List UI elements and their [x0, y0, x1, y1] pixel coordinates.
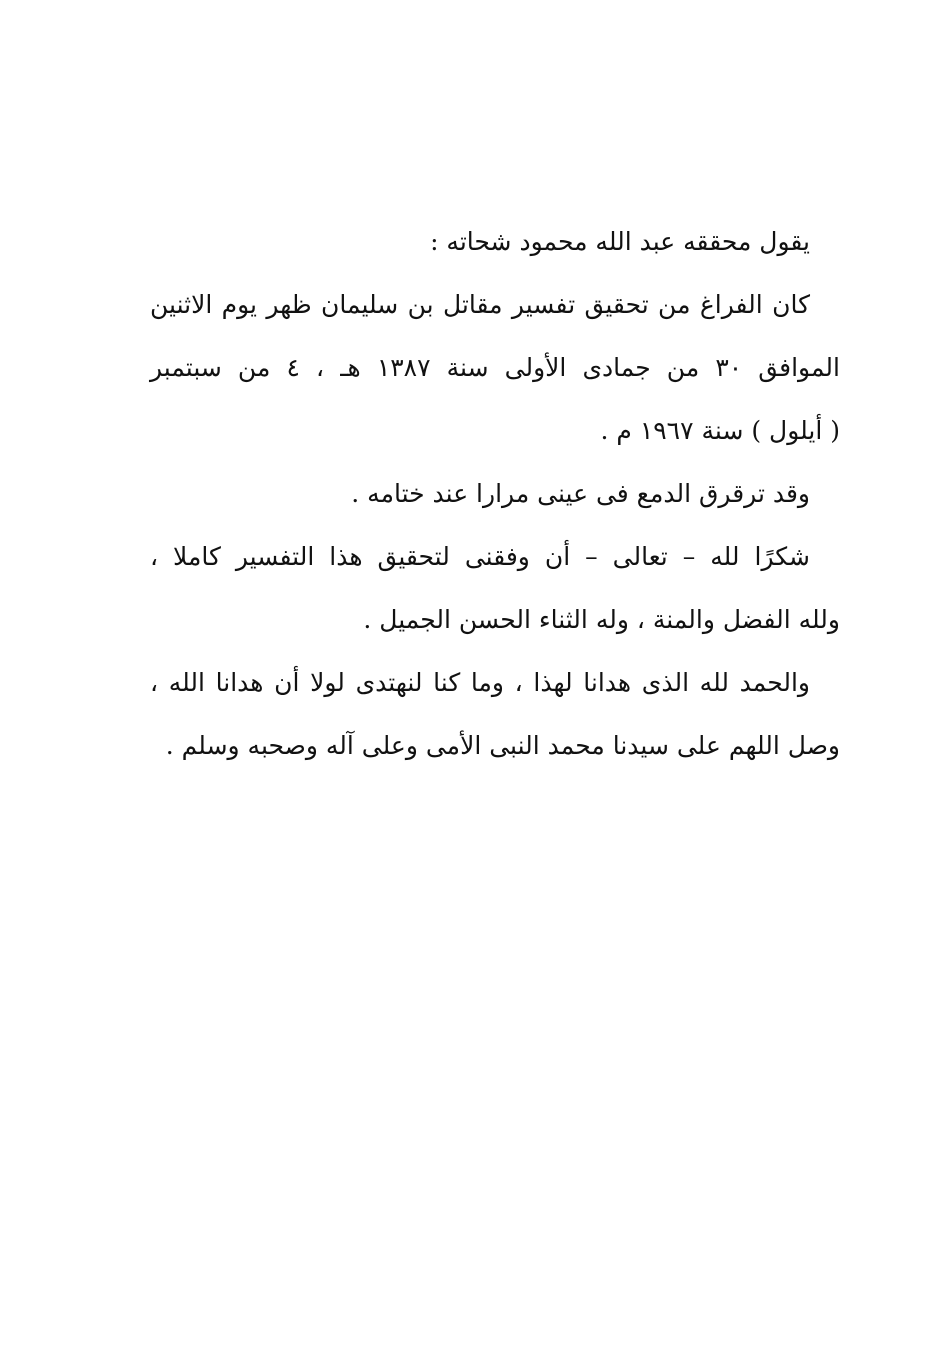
paragraph-1-line-1: كان الفراغ من تحقيق تفسير مقاتل بن سليمان ظهر يوم الاثنين: [150, 290, 810, 319]
paragraph-4-line-1: والحمد لله الذى هدانا لهذا ، وما كنا لنهتدى لولا أن هدانا الله ،: [150, 668, 810, 697]
paragraph-3-line-2: ولله الفضل والمنة ، وله الثناء الحسن الجميل .: [363, 605, 840, 634]
paragraph-1-line-2: الموافق ٣٠ من جمادى الأولى سنة ١٣٨٧ هـ ، ٤ من سبتمبر: [150, 353, 840, 382]
paragraph-4-line-2: وصل اللهم على سيدنا محمد النبى الأمى وعلى آله وصحبه وسلم .: [165, 731, 840, 760]
heading-line: يقول محققه عبد الله محمود شحاته :: [430, 227, 810, 256]
paragraph-3-line-1: شكرًا لله – تعالى – أن وفقنى لتحقيق هذا التفسير كاملا ،: [150, 542, 810, 571]
paragraph-1-line-3: ( أيلول ) سنة ١٩٦٧ م .: [600, 416, 840, 445]
text-block: [150, 210, 840, 777]
paragraph-2-line-1: وقد ترقرق الدمع فى عينى مرارا عند ختامه .: [351, 479, 810, 508]
